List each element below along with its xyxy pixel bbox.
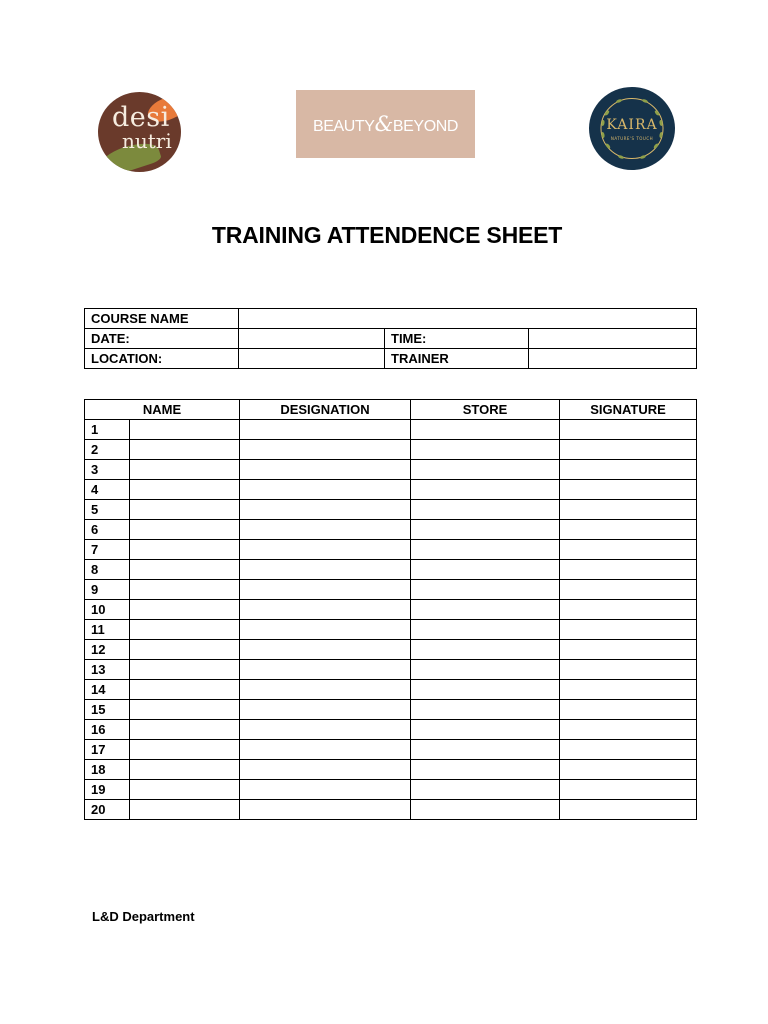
row-number: 7 [85, 540, 130, 560]
name-cell[interactable] [130, 480, 240, 500]
signature-cell[interactable] [560, 800, 697, 820]
store-cell[interactable] [411, 660, 560, 680]
store-cell[interactable] [411, 520, 560, 540]
name-cell[interactable] [130, 720, 240, 740]
date-field[interactable] [239, 329, 385, 349]
time-label: TIME: [385, 329, 529, 349]
signature-cell[interactable] [560, 700, 697, 720]
store-cell[interactable] [411, 600, 560, 620]
designation-cell[interactable] [240, 560, 411, 580]
signature-cell[interactable] [560, 780, 697, 800]
name-cell[interactable] [130, 440, 240, 460]
signature-cell[interactable] [560, 660, 697, 680]
signature-cell[interactable] [560, 760, 697, 780]
designation-cell[interactable] [240, 680, 411, 700]
signature-cell[interactable] [560, 600, 697, 620]
signature-cell[interactable] [560, 460, 697, 480]
name-cell[interactable] [130, 760, 240, 780]
store-cell[interactable] [411, 620, 560, 640]
signature-cell[interactable] [560, 540, 697, 560]
name-cell[interactable] [130, 520, 240, 540]
store-cell[interactable] [411, 640, 560, 660]
row-number: 17 [85, 740, 130, 760]
store-cell[interactable] [411, 420, 560, 440]
name-cell[interactable] [130, 600, 240, 620]
table-row [85, 620, 697, 640]
table-row [85, 740, 697, 760]
store-cell[interactable] [411, 580, 560, 600]
name-cell[interactable] [130, 660, 240, 680]
table-row [85, 480, 697, 500]
trainer-field[interactable] [529, 349, 697, 369]
designation-cell[interactable] [240, 440, 411, 460]
store-cell[interactable] [411, 440, 560, 460]
row-number: 10 [85, 600, 130, 620]
header-store: STORE [411, 400, 560, 420]
designation-cell[interactable] [240, 580, 411, 600]
row-number: 1 [85, 420, 130, 440]
row-number: 11 [85, 620, 130, 640]
designation-cell[interactable] [240, 620, 411, 640]
location-trainer-row [85, 349, 697, 369]
name-cell[interactable] [130, 800, 240, 820]
kaira-logo [589, 87, 675, 170]
table-row [85, 420, 697, 440]
header-name: NAME [85, 400, 240, 420]
header-signature: SIGNATURE [560, 400, 697, 420]
name-cell[interactable] [130, 620, 240, 640]
row-number: 4 [85, 480, 130, 500]
table-row [85, 580, 697, 600]
attendance-body [85, 420, 697, 820]
table-row [85, 760, 697, 780]
designation-cell[interactable] [240, 600, 411, 620]
row-number: 19 [85, 780, 130, 800]
designation-cell[interactable] [240, 640, 411, 660]
table-row [85, 600, 697, 620]
store-cell[interactable] [411, 540, 560, 560]
row-number: 18 [85, 760, 130, 780]
name-cell[interactable] [130, 500, 240, 520]
designation-cell[interactable] [240, 540, 411, 560]
designation-cell[interactable] [240, 800, 411, 820]
attendance-table [84, 399, 697, 820]
row-number: 16 [85, 720, 130, 740]
name-cell[interactable] [130, 740, 240, 760]
name-cell[interactable] [130, 420, 240, 440]
logo-kaira-text: KAIRA [606, 117, 658, 133]
course-info-table [84, 308, 697, 369]
signature-cell[interactable] [560, 640, 697, 660]
store-cell[interactable] [411, 720, 560, 740]
name-cell[interactable] [130, 680, 240, 700]
name-cell[interactable] [130, 540, 240, 560]
logo-desi-text: desi [112, 102, 170, 133]
course-name-label: COURSE NAME [85, 309, 239, 329]
table-row [85, 800, 697, 820]
row-number: 9 [85, 580, 130, 600]
row-number: 8 [85, 560, 130, 580]
designation-cell[interactable] [240, 460, 411, 480]
name-cell[interactable] [130, 780, 240, 800]
designation-cell[interactable] [240, 660, 411, 680]
table-row [85, 500, 697, 520]
name-cell[interactable] [130, 460, 240, 480]
table-row [85, 540, 697, 560]
table-row [85, 700, 697, 720]
store-cell[interactable] [411, 760, 560, 780]
logo-nutri-text: nutri [122, 129, 172, 153]
table-row [85, 640, 697, 660]
table-row [85, 560, 697, 580]
row-number: 2 [85, 440, 130, 460]
date-label: DATE: [85, 329, 239, 349]
location-label: LOCATION: [85, 349, 239, 369]
table-row [85, 720, 697, 740]
logo-beauty-text: BEAUTY&BEYOND [312, 112, 459, 136]
attendance-header-row [85, 400, 697, 420]
store-cell[interactable] [411, 800, 560, 820]
signature-cell[interactable] [560, 720, 697, 740]
desi-nutri-logo [98, 92, 181, 172]
trainer-label: TRAINER [385, 349, 529, 369]
signature-cell[interactable] [560, 740, 697, 760]
name-cell[interactable] [130, 700, 240, 720]
store-cell[interactable] [411, 460, 560, 480]
beauty-and-beyond-logo [296, 90, 475, 158]
store-cell[interactable] [411, 480, 560, 500]
signature-cell[interactable] [560, 560, 697, 580]
signature-cell[interactable] [560, 420, 697, 440]
designation-cell[interactable] [240, 500, 411, 520]
row-number: 5 [85, 500, 130, 520]
course-name-field[interactable] [239, 309, 697, 329]
designation-cell[interactable] [240, 720, 411, 740]
row-number: 14 [85, 680, 130, 700]
designation-cell[interactable] [240, 780, 411, 800]
table-row [85, 660, 697, 680]
designation-cell[interactable] [240, 420, 411, 440]
time-field[interactable] [529, 329, 697, 349]
table-row [85, 780, 697, 800]
signature-cell[interactable] [560, 680, 697, 700]
row-number: 12 [85, 640, 130, 660]
row-number: 6 [85, 520, 130, 540]
row-number: 20 [85, 800, 130, 820]
store-cell[interactable] [411, 780, 560, 800]
row-number: 15 [85, 700, 130, 720]
signature-cell[interactable] [560, 520, 697, 540]
signature-cell[interactable] [560, 440, 697, 460]
store-cell[interactable] [411, 680, 560, 700]
name-cell[interactable] [130, 580, 240, 600]
designation-cell[interactable] [240, 520, 411, 540]
designation-cell[interactable] [240, 740, 411, 760]
location-field[interactable] [239, 349, 385, 369]
store-cell[interactable] [411, 500, 560, 520]
header-designation: DESIGNATION [240, 400, 411, 420]
course-name-row [85, 309, 697, 329]
designation-cell[interactable] [240, 760, 411, 780]
store-cell[interactable] [411, 560, 560, 580]
logo-kaira-subtext: NATURE'S TOUCH [610, 136, 654, 141]
table-row [85, 680, 697, 700]
row-number: 3 [85, 460, 130, 480]
department-footer: L&D Department [92, 909, 195, 924]
signature-cell[interactable] [560, 500, 697, 520]
table-row [85, 520, 697, 540]
table-row [85, 460, 697, 480]
signature-cell[interactable] [560, 620, 697, 640]
signature-cell[interactable] [560, 580, 697, 600]
date-time-row [85, 329, 697, 349]
page-title: TRAINING ATTENDENCE SHEET [211, 222, 563, 248]
designation-cell[interactable] [240, 480, 411, 500]
store-cell[interactable] [411, 740, 560, 760]
store-cell[interactable] [411, 700, 560, 720]
row-number: 13 [85, 660, 130, 680]
signature-cell[interactable] [560, 480, 697, 500]
name-cell[interactable] [130, 560, 240, 580]
name-cell[interactable] [130, 640, 240, 660]
designation-cell[interactable] [240, 700, 411, 720]
table-row [85, 440, 697, 460]
